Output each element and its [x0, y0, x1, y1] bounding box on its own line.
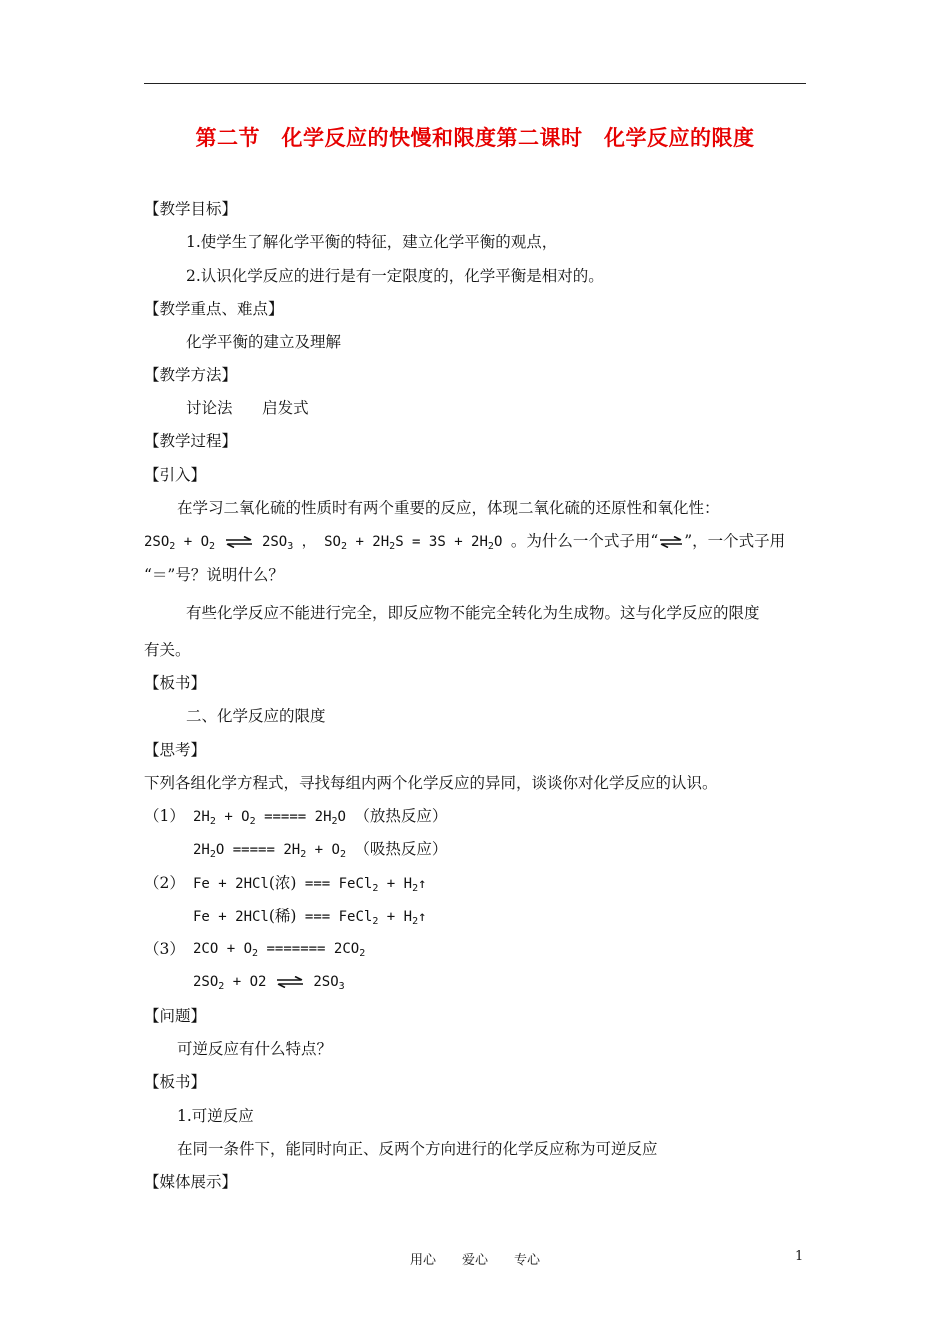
- header-rule: [144, 83, 806, 84]
- board2-item: 1.可逆反应: [177, 1107, 254, 1125]
- board-heading: 【板书】: [144, 674, 207, 692]
- method-heading: 【教学方法】: [144, 366, 238, 384]
- reversible-arrow-icon: [275, 976, 305, 988]
- method-1: 讨论法: [186, 399, 233, 417]
- group-2-label: （2）: [144, 874, 185, 892]
- equation-1a: $2H_2 + O_2$ ===== $2H_2O$ （放热反应）: [193, 807, 448, 827]
- reversible-arrow-icon: [658, 536, 684, 548]
- equation-2a: Fe + 2HCl(浓) === FeCl$_2$ + $H_2↑$: [193, 874, 427, 894]
- page-number: 1: [795, 1249, 804, 1264]
- think-heading: 【思考】: [144, 741, 207, 759]
- page-title: 第二节 化学反应的快慢和限度第二课时 化学反应的限度: [195, 126, 755, 150]
- group-1-label: （1）: [144, 807, 185, 825]
- think-text: 下列各组化学方程式，寻找每组内两个化学反应的异同，谈谈你对化学反应的认识。: [144, 774, 718, 792]
- intro-p3: “＝”号？说明什么？: [144, 566, 284, 584]
- board-text: 二、化学反应的限度: [186, 707, 326, 725]
- equation-1b: $2H_2O$ ===== $2H_2 + O_2$ （吸热反应）: [193, 840, 448, 860]
- intro-p5: 有关。: [144, 641, 191, 659]
- question-heading: 【问题】: [144, 1007, 207, 1025]
- intro-heading: 【引入】: [144, 466, 207, 484]
- method-line: [186, 398, 309, 418]
- intro-p4: 有些化学反应不能进行完全，即反应物不能完全转化为生成物。这与化学反应的限度: [186, 604, 760, 622]
- intro-p1: 在学习二氧化硫的性质时有两个重要的反应，体现二氧化硫的还原性和氧化性：: [177, 499, 720, 517]
- group-3-label: （3）: [144, 940, 185, 958]
- goal-2: 2.认识化学反应的进行是有一定限度的，化学平衡是相对的。: [186, 267, 604, 285]
- equation-2b: Fe + 2HCl(稀) === FeCl$_2$ + $H_2↑$: [193, 907, 427, 927]
- goals-heading: 【教学目标】: [144, 200, 238, 218]
- reversible-arrow-icon: [224, 536, 254, 548]
- board2-heading: 【板书】: [144, 1073, 207, 1091]
- equation-3a: $2CO + O_2$ ======= $2CO_2$: [193, 941, 366, 959]
- goal-1: 1.使学生了解化学平衡的特征，建立化学平衡的观点，: [186, 233, 558, 251]
- process-heading: 【教学过程】: [144, 432, 238, 450]
- media-heading: 【媒体展示】: [144, 1173, 238, 1191]
- board2-definition: 在同一条件下，能同时向正、反两个方向进行的化学反应称为可逆反应: [177, 1140, 658, 1158]
- key-text: 化学平衡的建立及理解: [186, 333, 342, 351]
- equation-3b: $2SO_2 + O2$ $2SO_3$: [193, 974, 345, 992]
- footer-motto: 用心 爱心 专心: [409, 1253, 540, 1268]
- question-text: 可逆反应有什么特点？: [177, 1040, 333, 1058]
- intro-equations-line: $2SO_2 + O_2$ $2SO_3$ ， $SO_2 + 2H_2S = 3S + 2H_2O$ 。为什么一个式子用“ ”，一个式子用: [144, 532, 786, 552]
- method-2: 启发式: [262, 399, 309, 417]
- key-heading: 【教学重点、难点】: [144, 300, 284, 318]
